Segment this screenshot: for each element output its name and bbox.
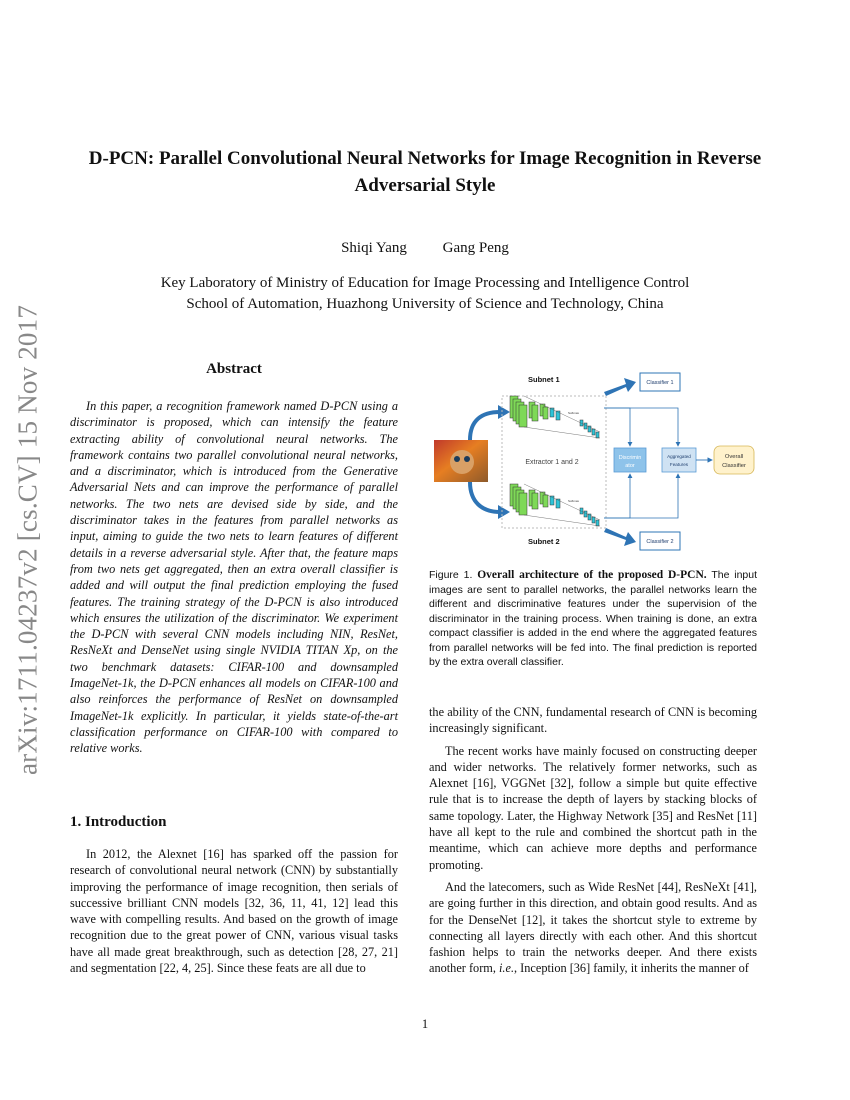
softmax-label: Softmax bbox=[568, 499, 580, 503]
layer-block bbox=[584, 423, 587, 429]
layer-block bbox=[592, 429, 595, 435]
softmax-label: Softmax bbox=[568, 411, 580, 415]
layer-block bbox=[556, 411, 560, 420]
paragraph-text: And the latecomers, such as Wide ResNet [44], ResNeXt [41], are going further in this direction, and obtain good results. And as for the DenseNet [12], it takes the shortcut style to extreme by connecting all layers directly with each other. And this shortcut fashion helps to train the networks deeper. And there exists another form, bbox=[429, 879, 757, 976]
abstract-text: In this paper, a recognition framework named D-PCN using a discriminator is proposed, which can intensify the feature extracting ability of convolutional neural networks. The framework contains two parallel convolutional neural networks, and a discriminator, which is introduced from the Generative Adversarial Nets and can improve the performance of parallel networks. The two nets are devised side by side, and the discriminator takes in the features from parallel networks as input, aiming to guide the two nets to learn features of different details in a reverse adversarial style. After that, the feature maps from two nets get aggregated, then an extra overall classifier is added and will output the final prediction employing the fused features. The training strategy of the D-PCN is also introduced which ensures the utilization of the discriminator. We experiment the D-PCN with several CNN models including NIN, ResNet, ResNeXt and DenseNet using single NVIDIA TITAN Xp, on the two benchmark datasets: CIFAR-100 and downsampled ImageNet-1k, the D-PCN enhances all models on CIFAR-100 and also reinforces the performance of ResNet on downsampled ImageNet-1k explicitly. In particular, it yields state-of-the-art classification performance on CIFAR-100 with compared to relative works. bbox=[70, 399, 398, 756]
paper-title: D-PCN: Parallel Convolutional Neural Networks for Image Recognition in Reverse Adversarial Style bbox=[88, 148, 762, 196]
subnet1-to-discriminator bbox=[604, 408, 630, 446]
affiliation-line: Key Laboratory of Ministry of Education for Image Processing and Intelligence Control bbox=[160, 275, 690, 291]
layer-block bbox=[532, 405, 538, 421]
subnet2-to-discriminator bbox=[604, 474, 630, 518]
paragraph: the ability of the CNN, fundamental research of CNN is becoming increasingly significant. bbox=[429, 705, 757, 736]
right-column-body bbox=[429, 704, 757, 983]
input-arrow-bottom bbox=[470, 482, 500, 512]
overall-classifier-label: Classifier bbox=[722, 463, 746, 469]
layer-block bbox=[519, 405, 527, 427]
caption-label: Figure 1. bbox=[429, 569, 473, 581]
subnet2-label: Subnet 2 bbox=[528, 537, 560, 546]
input-arrow-top-head bbox=[498, 405, 510, 419]
introduction-heading: 1. Introduction bbox=[70, 814, 167, 830]
author-name: Gang Peng bbox=[442, 240, 509, 256]
layer-block bbox=[532, 493, 538, 509]
layer-block bbox=[580, 508, 583, 514]
caption-text: The input images are sent to parallel networks, the parallel networks learn the different and discriminative features under the supervision of the discriminator in the training process. When training is done, an extra compact classifier is added in the end where the aggregated features from parallel networks will be fed into. The final prediction is reported by the extra overall classifier. bbox=[429, 569, 758, 668]
figure-caption bbox=[429, 568, 757, 670]
affiliation bbox=[60, 273, 790, 315]
caption-title: Overall architecture of the proposed D-PCN. bbox=[477, 569, 707, 581]
input-arrow-bottom-head bbox=[498, 505, 510, 519]
arxiv-identifier: arXiv:1711.04237v2 [cs.CV] 15 Nov 2017 bbox=[12, 304, 43, 776]
introduction-body bbox=[70, 846, 398, 976]
extractor-label: Extractor 1 and 2 bbox=[525, 459, 579, 466]
paragraph bbox=[429, 879, 757, 977]
aggregated-features-label: Aggregated bbox=[667, 454, 691, 459]
overall-classifier-box bbox=[714, 446, 754, 474]
layer-block bbox=[592, 517, 595, 523]
layer-block bbox=[584, 511, 587, 517]
paragraph: The recent works have mainly focused on constructing deeper and wider networks. The relatively former networks, such as Alexnet [16], VGGNet [32], follow a simple but quite effective rule that is to increase the depth of layers by stacking blocks of same topology. Later, the Highway Network [35] and ResNet [11] have all kept to the rule and combined the shortcut path in the meantime, which can achieve more depths and performance promoting. bbox=[429, 743, 757, 872]
page-number: 1 bbox=[421, 1017, 429, 1031]
layer-block bbox=[556, 499, 560, 508]
figure-architecture-diagram bbox=[430, 368, 760, 558]
affiliation-line: School of Automation, Huazhong University of Science and Technology, China bbox=[186, 296, 664, 312]
arrow-to-classifier-1 bbox=[604, 378, 636, 396]
subnet1-label: Subnet 1 bbox=[528, 375, 560, 384]
aggregated-features-label: Features bbox=[669, 462, 689, 467]
authors bbox=[60, 240, 790, 257]
abstract-heading: Abstract bbox=[206, 361, 262, 377]
paragraph-emphasis: i.e. bbox=[499, 961, 515, 976]
subnet2-layers bbox=[510, 484, 600, 526]
layer-block bbox=[596, 520, 599, 526]
input-image-eye bbox=[454, 456, 460, 462]
layer-block bbox=[580, 420, 583, 426]
subnet2-to-aggregated bbox=[604, 474, 678, 518]
layer-block bbox=[596, 432, 599, 438]
input-image-subject bbox=[450, 450, 474, 474]
discriminator-label: Discrimin bbox=[618, 455, 642, 461]
input-arrow-top bbox=[470, 412, 500, 440]
subnet1-layers bbox=[510, 396, 600, 438]
introduction-paragraph: In 2012, the Alexnet [16] has sparked off the passion for research of convolutional neural network (CNN) by substantially improving the performance of image recognition, then serials of successive brilliant CNN models [32, 36, 11, 41, 12] lead this wave with compelling results. And based on the growth of image recognition due to the great power of CNN, various visual tasks have all made great breakthrough, such as detection [28, 27, 21] and segmentation [22, 4, 25]. Since these feats are all due to bbox=[70, 847, 398, 976]
arrow-to-classifier-2 bbox=[604, 528, 636, 546]
abstract-body bbox=[70, 398, 398, 757]
classifier-2-label: Classifier 2 bbox=[646, 539, 674, 545]
aggregated-features-box bbox=[662, 448, 696, 472]
subnet1-to-aggregated bbox=[604, 408, 678, 446]
overall-classifier-label: Overall bbox=[724, 454, 744, 460]
layer-block bbox=[543, 495, 548, 507]
paragraph-text: , Inception [36] family, it inherits the manner of bbox=[514, 961, 749, 976]
layer-block bbox=[543, 407, 548, 419]
author-name: Shiqi Yang bbox=[341, 240, 407, 256]
classifier-1-label: Classifier 1 bbox=[646, 380, 674, 386]
discriminator-label: ator bbox=[625, 463, 635, 469]
layer-block bbox=[519, 493, 527, 515]
input-image-eye bbox=[464, 456, 470, 462]
